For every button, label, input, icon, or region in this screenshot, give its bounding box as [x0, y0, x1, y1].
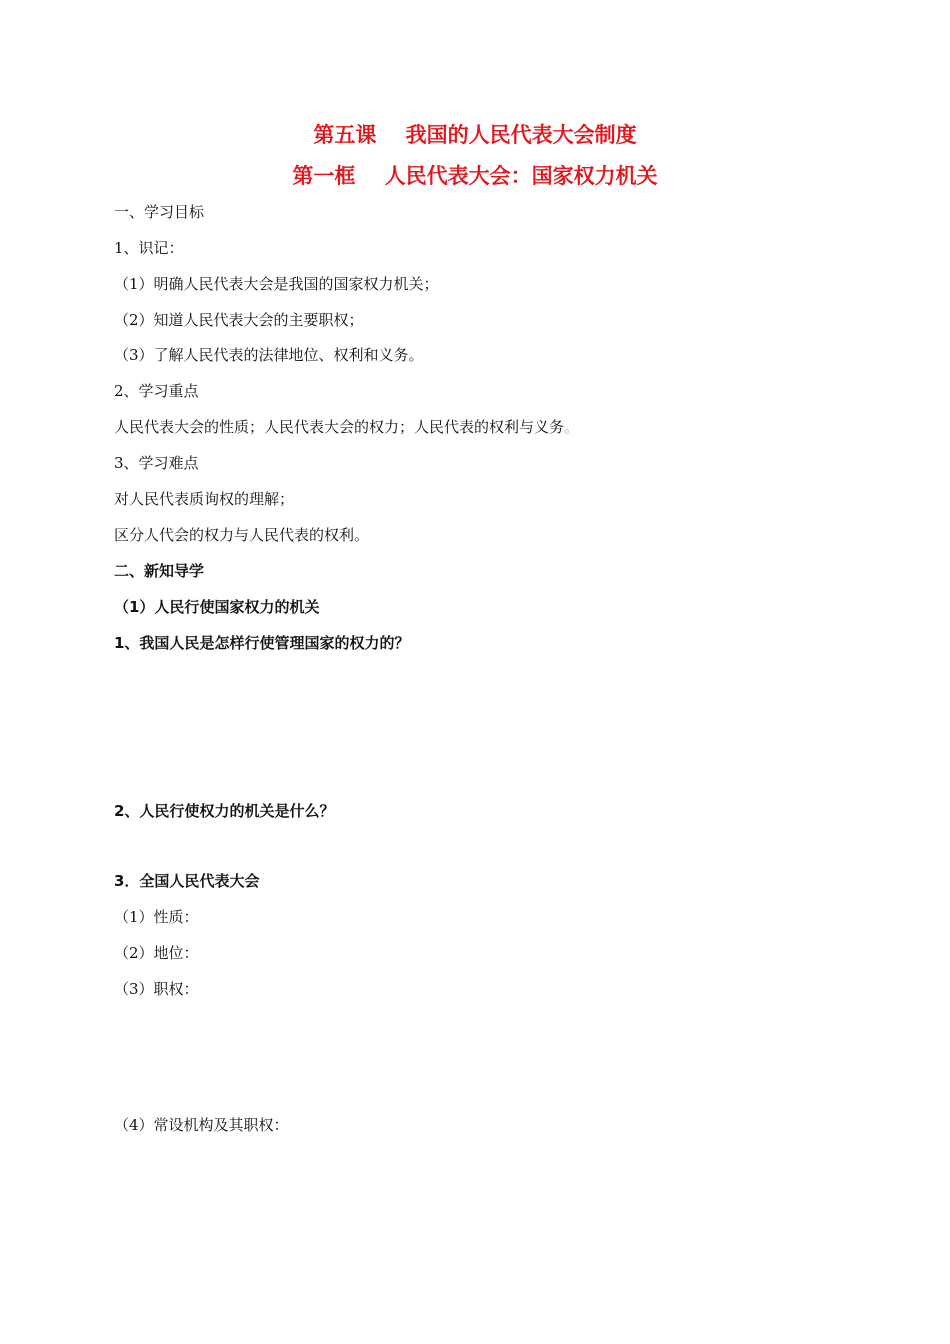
key-points-end-mark: 。: [564, 418, 580, 436]
npc-nature: （1）性质：: [114, 908, 199, 926]
subsection-heading-1: （1）人民行使国家权力的机关: [114, 598, 320, 616]
goal-item-3: （3）了解人民代表的法律地位、权利和义务。: [114, 346, 424, 364]
goal-item-2: （2）知道人民代表大会的主要职权；: [114, 311, 364, 329]
heading-new-knowledge: 二、新知导学: [114, 562, 205, 580]
question-1: 1、我国人民是怎样行使管理国家的权力的？: [114, 634, 410, 652]
goal-item-1: （1）明确人民代表大会是我国的国家权力机关；: [114, 275, 439, 293]
section-title: 第一框 人民代表大会：国家权力机关: [292, 164, 658, 188]
question-3-heading: 3．全国人民代表大会: [114, 872, 260, 890]
heading-learning-goals: 一、学习目标: [114, 203, 205, 221]
question-2: 2、人民行使权力的机关是什么？: [114, 802, 335, 820]
npc-powers: （3）职权：: [114, 980, 199, 998]
subheading-key-points: 2、学习重点: [114, 382, 199, 400]
subheading-difficulties: 3、学习难点: [114, 454, 199, 472]
lesson-title: 第五课 我国的人民代表大会制度: [313, 123, 637, 147]
npc-standing-body: （4）常设机构及其职权：: [114, 1116, 289, 1134]
difficulty-item-1: 对人民代表质询权的理解；: [114, 490, 295, 508]
npc-status: （2）地位：: [114, 944, 199, 962]
key-points-body: 人民代表大会的性质；人民代表大会的权力；人民代表的权利与义务: [114, 418, 565, 436]
difficulty-item-2: 区分人代会的权力与人民代表的权利。: [114, 526, 370, 544]
key-points-text: [114, 420, 579, 435]
subheading-memorize: 1、识记：: [114, 239, 184, 257]
